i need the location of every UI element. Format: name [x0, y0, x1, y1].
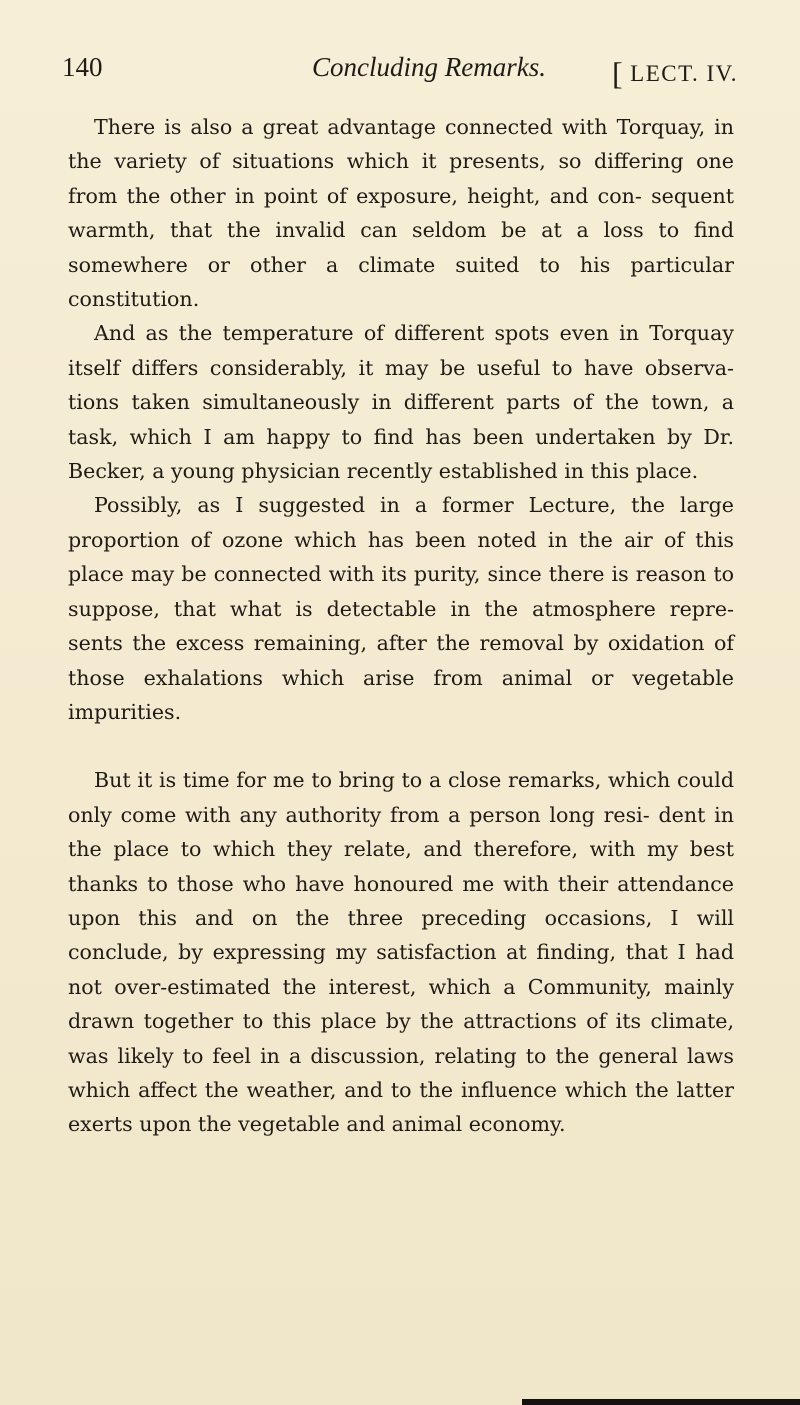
- running-title: Concluding Remarks.: [312, 52, 546, 82]
- lecture-label: LECT. IV.: [630, 61, 738, 86]
- bottom-edge-rule: [522, 1399, 800, 1405]
- page-header: [62, 52, 738, 92]
- page-number: 140: [62, 52, 103, 82]
- body-text: [68, 110, 734, 1142]
- paragraph-conclusion: But it is time for me to bring to a close remarks, which could only come with any authority from a person long resi- dent in the place to which they relate, and therefore, with my best thanks to those who have honoured me with their attendance upon this and on the three preceding occasions, I will conclude, by expressing my satisfaction at finding, that I had not over-estimated the interest, which a Community, mainly drawn together to this place by the attractions of its climate, was likely to feel in a discussion, relating to the general laws which affect the weather, and to the influence which the latter exerts upon the vegetable and animal economy.: [68, 768, 734, 1137]
- paragraph-temperature-observations: And as the temperature of different spots even in Torquay itself differs considerably, it may be useful to have observa- tions taken simultaneously in different parts of the town, a task, which I am happy to find has been undertaken by Dr. Becker, a young physician recently established in this place.: [68, 321, 734, 484]
- paragraph-torquay-advantage: There is also a great advantage connected with Torquay, in the variety of situations which it presents, so differing one from the other in point of exposure, height, and con- sequent warmth, that the invalid can seldom be at a loss to find somewhere or other a climate suited to his particular constitution.: [68, 115, 734, 312]
- lecture-reference: [612, 52, 738, 89]
- paragraph-ozone: Possibly, as I suggested in a former Lecture, the large proportion of ozone which has been noted in the air of this place may be connected with its purity, since there is reason to suppose, that what is detectable in the atmosphere repre- sents the excess remaining, after the removal by oxidation of those exhalations which arise from animal or vegetable impurities.: [68, 493, 734, 724]
- lecture-bracket: [: [612, 55, 625, 91]
